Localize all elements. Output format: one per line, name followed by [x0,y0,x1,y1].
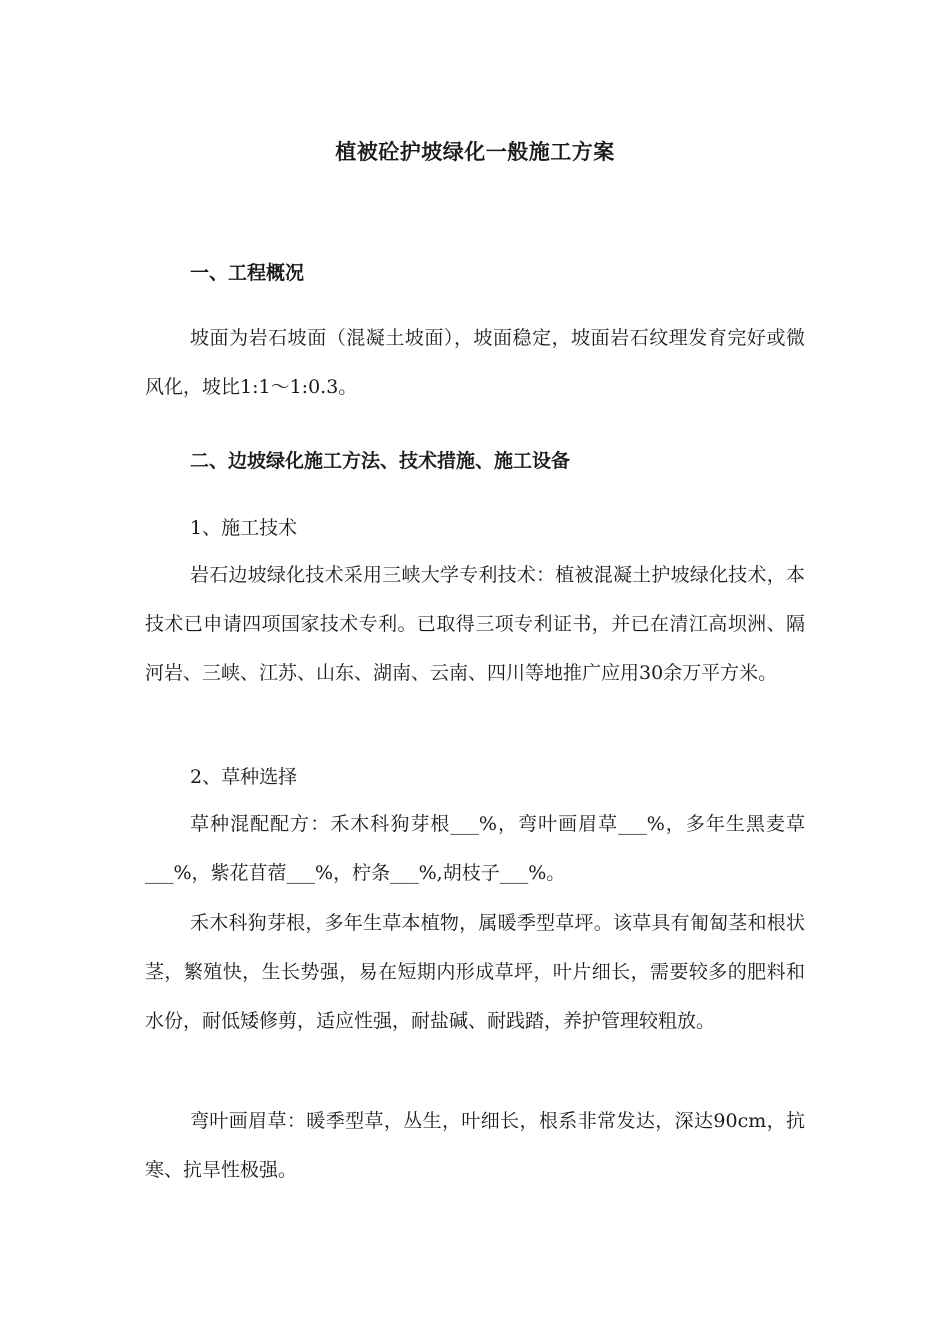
section-heading-overview: 一、工程概况 [190,262,305,284]
bermuda-grass-paragraph: 禾木科狗芽根，多年生草本植物，属暖季型草坪。该草具有匍匐茎和根状茎，繁殖快，生长势强，易在短期内形成草坪，叶片细长，需要较多的肥料和水份，耐低矮修剪，适应性强，耐盐碱、耐践踏，养护管理较粗放。 [145,912,805,1032]
subsection-heading-technique: 1、施工技术 [190,517,298,539]
document-title: 植被砼护坡绿化一般施工方案 [335,140,615,164]
subsection-heading-grass-selection: 2、草种选择 [190,766,298,788]
grass-formula-paragraph: 草种混配配方：禾木科狗芽根___%，弯叶画眉草___%，多年生黑麦草___%，紫花苜蓿___%，柠条___%,胡枝子___%。 [145,813,805,884]
section-heading-methods: 二、边坡绿化施工方法、技术措施、施工设备 [190,450,571,472]
technique-paragraph: 岩石边坡绿化技术采用三峡大学专利技术：植被混凝土护坡绿化技术，本技术已申请四项国家技术专利。已取得三项专利证书，并已在清江高坝洲、隔河岩、三峡、江苏、山东、湖南、云南、四川等地推广应用30余万平方米。 [145,564,805,684]
weeping-lovegrass-paragraph: 弯叶画眉草：暖季型草，丛生，叶细长，根系非常发达，深达90cm，抗寒、抗旱性极强。 [145,1110,805,1181]
overview-paragraph: 坡面为岩石坡面（混凝土坡面），坡面稳定，坡面岩石纹理发育完好或微风化，坡比1:1～1:0.3。 [145,327,805,398]
